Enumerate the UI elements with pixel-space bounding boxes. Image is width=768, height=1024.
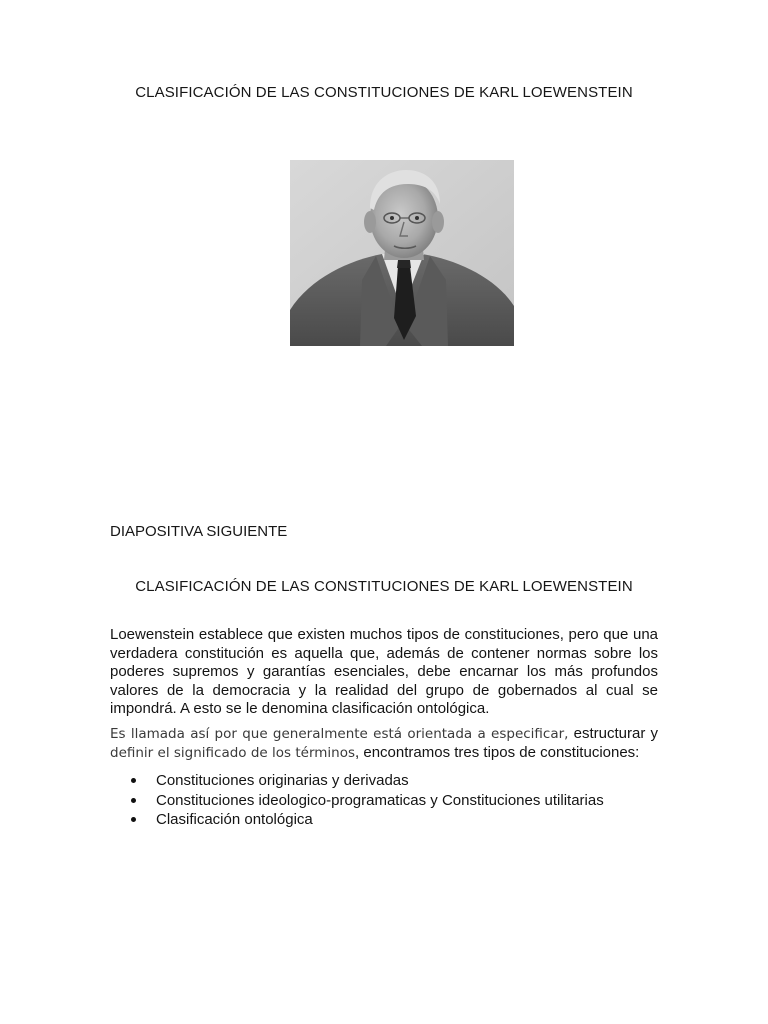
bullet-icon	[131, 817, 136, 822]
bullet-list	[110, 771, 670, 830]
next-slide-label: DIAPOSITIVA SIGUIENTE	[110, 523, 288, 540]
list-item	[110, 810, 670, 830]
intro-paragraph: Loewenstein establece que existen muchos tipos de constituciones, pero que una verdadera constitución es aquella que, además de contener normas sobre los poderes supremos y garantías esenciales, debe encarnar los más profundos valores de la democracia y la realidad del grupo de gobernados al cual se impondrá. A esto se le denomina clasificación ontológica.	[110, 626, 658, 717]
portrait-photo	[290, 160, 514, 346]
portrait-image	[290, 160, 514, 346]
list-item-text: Clasificación ontológica	[156, 811, 313, 828]
paragraph-segment: , encontramos tres tipos de constituciones:	[355, 743, 640, 761]
list-item	[110, 791, 670, 811]
section-title: CLASIFICACIÓN DE LAS CONSTITUCIONES DE KARL LOEWENSTEIN	[135, 578, 633, 595]
paragraph-segment: Es llamada así por que generalmente está orientada a especificar,	[110, 726, 569, 742]
bullet-icon	[131, 798, 136, 803]
paragraph-segment: estructurar y	[568, 725, 658, 742]
classification-paragraph	[110, 725, 658, 762]
document-title: CLASIFICACIÓN DE LAS CONSTITUCIONES DE KARL LOEWENSTEIN	[135, 84, 633, 101]
list-item-text: Constituciones ideologico-programaticas y Constituciones utilitarias	[156, 791, 604, 809]
bullet-icon	[131, 778, 136, 783]
list-item	[110, 771, 670, 791]
list-item-text: Constituciones originarias y derivadas	[156, 772, 409, 789]
paragraph-segment: definir el significado de los términos	[110, 744, 356, 761]
